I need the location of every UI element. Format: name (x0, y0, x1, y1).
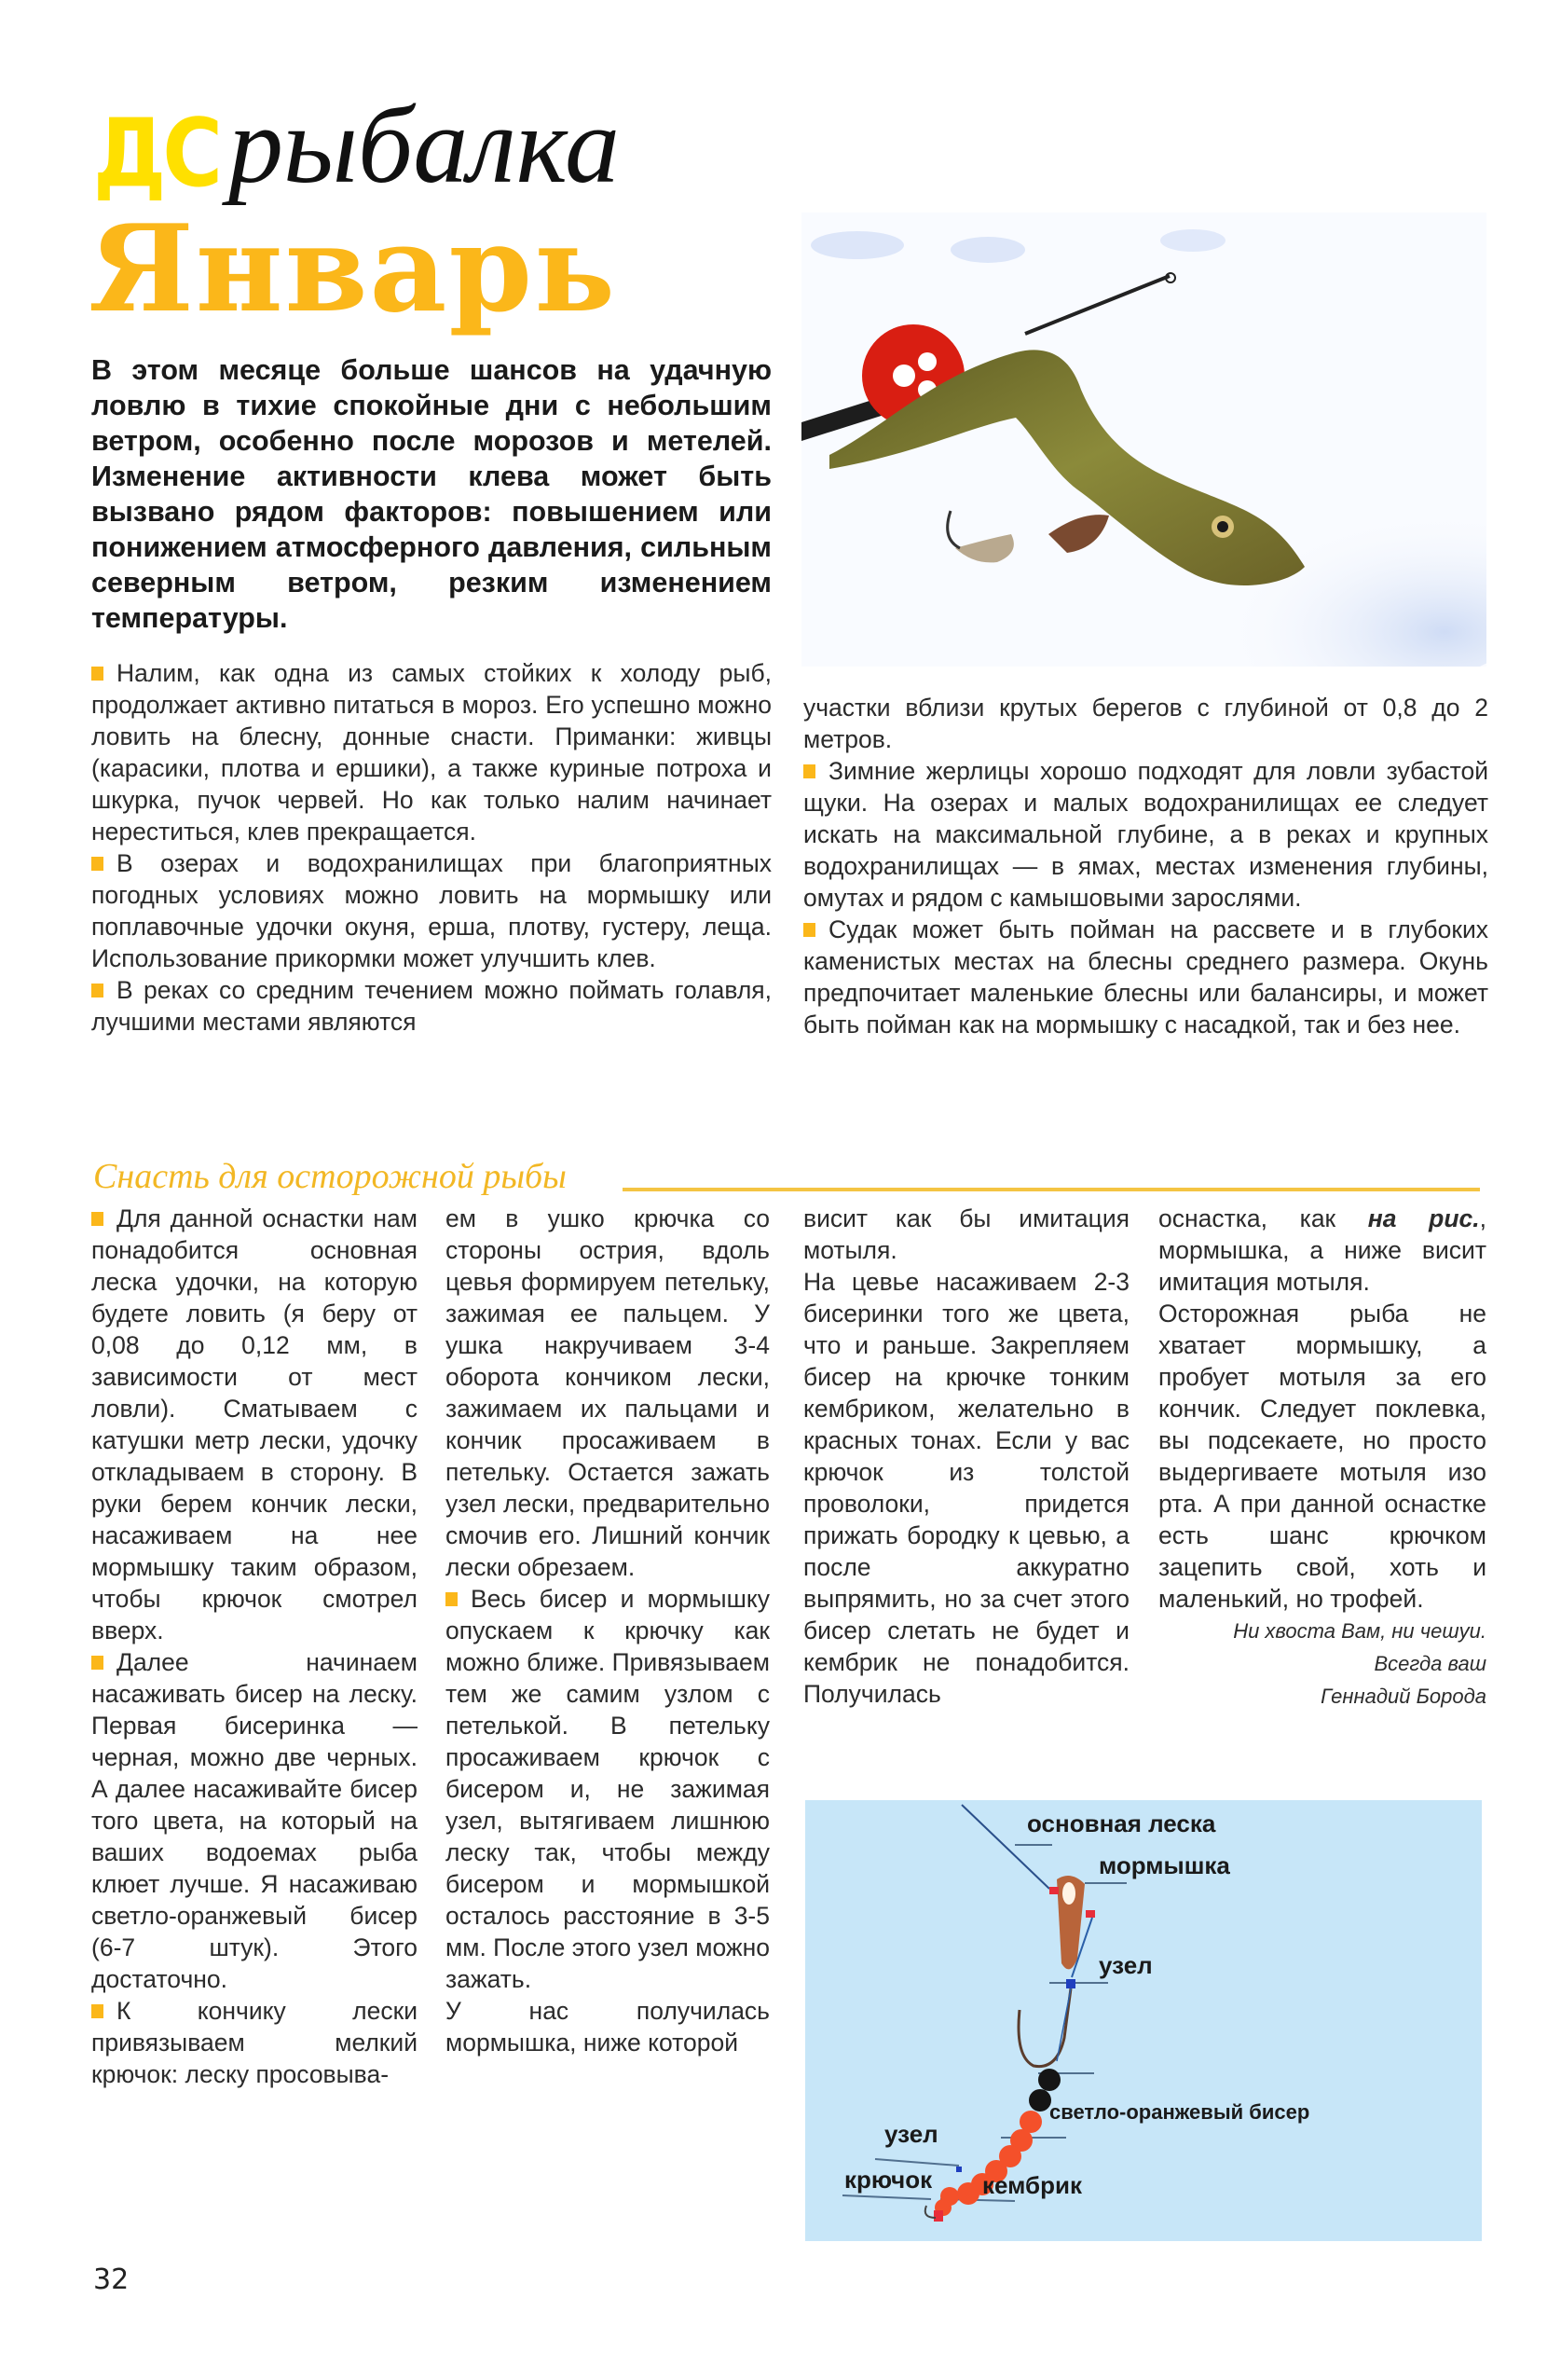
label-main-line: основная леска (1027, 1809, 1216, 1837)
page-title: Январь (89, 199, 617, 339)
paragraph-burbot: Налим, как одна из самых стойких к холоду рыб, продолжает активно питаться в мороз. Его успешно можно ловить на блесну, донные снасти. Приманки: живцы (карасики, плотва и ершики), а также куриные потроха и шкурка, пучок червей. Но как только налим начинает нереститься, клев прекращается. (91, 659, 772, 846)
section-column-1 (91, 1203, 418, 2090)
paragraph: висит как бы имитация мотыля. (803, 1204, 1130, 1264)
square-bullet-icon (803, 923, 815, 937)
paragraph-lakes: В озерах и водохранилищах при благоприятных погодных условиях можно ловить на мормышку или поплавочные удочки окуня, ерша, плотву, густеру, леща. Использование прикормки может улучшить клев. (91, 849, 772, 972)
section-heading: Снасть для осторожной рыбы (93, 1157, 567, 1196)
square-bullet-icon (91, 2004, 103, 2018)
page-number: 32 (93, 2263, 130, 2296)
square-bullet-icon (91, 1656, 103, 1670)
label-cambric: кембрик (982, 2171, 1082, 2199)
square-bullet-icon (91, 667, 103, 681)
paragraph-rivers: В реках со средним течением можно поймать голавля, лучшими местами являются (91, 976, 772, 1036)
square-bullet-icon (445, 1592, 458, 1606)
label-hook: крючок (844, 2166, 933, 2194)
section-column-2 (445, 1203, 770, 2058)
paragraph: ем в ушко крючка со стороны острия, вдоль цевья формируем петельку, зажимая ее пальцем. У ушка накручиваем 3-4 оборота кончиком лески, зажимаем их пальцами и кончик просаживаем в петельку. Остается зажать узел лески, предварительно смочив его. Лишний кончик лески обрезаем. (445, 1204, 770, 1581)
section-name: рыбалка (227, 84, 620, 206)
section-divider (623, 1188, 1480, 1191)
paragraph: Весь бисер и мормышку опускаем к крючку как можно ближе. Привязываем тем же самим узлом с петелькой. В петельку просаживаем крючок с бисером и, не зажимая узел, вытягиваем лишнюю леску так, чтобы между бисером и мормышкой осталось расстояние в 3-5 мм. После этого узел можно зажать. (445, 1585, 771, 1993)
square-bullet-icon (91, 984, 103, 997)
paragraph: На цевье насаживаем 2-3 бисеринки того же цвета, что и раньше. Закрепляем бисер на крючке тонким кембриком, желательно в красных тонах. Если у вас крючок из толстой проволоки, придется прижать бородку к цевью, а после аккуратно выпрямить, но за счет этого бисер слетать не будет и кембрик не понадобится. Получилась (803, 1268, 1130, 1708)
paragraph-pike: Зимние жерлицы хорошо подходят для ловли зубастой щуки. На озерах и малых водохранилищах ее следует искать на максимальной глубине, а в реках и крупных водохранилищах — в ямах, местах изменения глубины, омутах и рядом с камышовыми зарослями. (803, 757, 1488, 912)
paragraph: Далее начинаем насаживать бисер на леску. Первая бисеринка — черная, можно две черных. А далее насаживайте бисер того цвета, на который на ваших водоемах рыба клюет лучше. Я насаживаю светло-оранжевый бисер (6-7 штук). Этого достаточно. (91, 1648, 418, 1993)
section-column-4 (1158, 1203, 1486, 1713)
article-column-top-right (803, 692, 1488, 1040)
paragraph-rivers-cont: участки вблизи крутых берегов с глубиной от 0,8 до 2 метров. (803, 694, 1488, 753)
rig-diagram (805, 1800, 1482, 2241)
square-bullet-icon (803, 764, 815, 778)
paragraph: Осторожная рыба не хватает мормышку, а пробует мотыля за его кончик. Следует поклевка, вы подсекаете, но просто выдергиваете мотыля изо рта. А при данной оснастке есть шанс крючком зацепить свой, хоть и маленький, но трофей. (1158, 1300, 1486, 1613)
label-jig: мормышка (1099, 1851, 1230, 1879)
article-column-top-left (91, 657, 772, 1038)
author-name: Геннадий Борода (1321, 1685, 1486, 1708)
brand-logo: ДС (93, 97, 219, 209)
paragraph: оснастка, как на рис., мормышка, а ниже висит имитация мотыля. (1158, 1204, 1486, 1296)
burbot-on-snow-photo (801, 213, 1486, 667)
paragraph: У нас получилась мормышка, ниже которой (445, 1997, 770, 2057)
magazine-section-header (93, 84, 620, 209)
label-knot-top: узел (1099, 1951, 1153, 1979)
section-column-3 (803, 1203, 1130, 1710)
figure-reference: на рис. (1367, 1204, 1480, 1232)
label-beads: светло-оранжевый бисер (1049, 2100, 1310, 2124)
square-bullet-icon (91, 857, 103, 871)
lead-paragraph: В этом месяце больше шансов на удачную ловлю в тихие спокойные дни с небольшим ветром, особенно после морозов и метелей. Изменение активности клева может быть вызвано рядом факторов: повышением или понижением атмосферного давления, сильным северным ветром, резким изменением температуры. (91, 354, 772, 634)
signoff-line: Всегда ваш (1374, 1652, 1486, 1675)
paragraph: К кончику лески привязываем мелкий крючок: леску просовыва- (91, 1997, 418, 2088)
label-knot-bottom: узел (884, 2120, 938, 2148)
square-bullet-icon (91, 1212, 103, 1226)
paragraph: Для данной оснастки нам понадобится основная леска удочки, на которую будете ловить (я беру от 0,08 до 0,12 мм, в зависимости от мест ловли). Сматываем с катушки метр лески, удочку откладываем в сторону. В руки берем кончик лески, насаживаем на нее мормышку таким образом, чтобы крючок смотрел вверх. (91, 1204, 418, 1644)
fish-photo-icon (801, 213, 1486, 667)
paragraph-zander: Судак может быть пойман на рассвете и в глубоких каменистых местах на блесны среднего размера. Окунь предпочитает маленькие блесны или балансиры, и может быть пойман как на мормышку с насадкой, так и без нее. (803, 915, 1488, 1039)
signoff-line: Ни хвоста Вам, ни чешуи. (1233, 1619, 1486, 1643)
